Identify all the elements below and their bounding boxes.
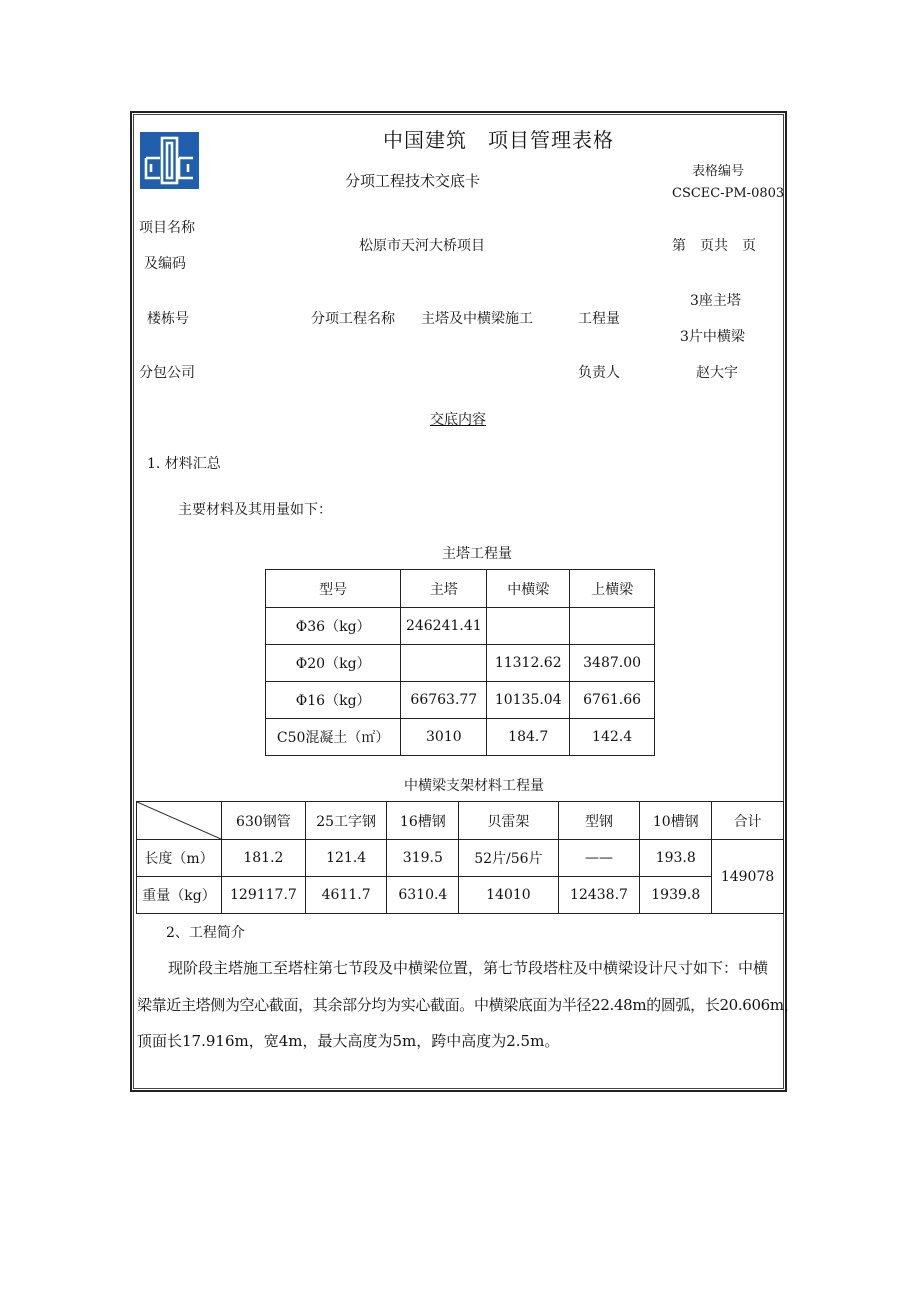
table1-cell: Φ16（kg）: [266, 682, 401, 719]
table1-cell: 3487.00: [570, 645, 655, 682]
table2-cell: 181.2: [222, 840, 306, 877]
table1-cell: 10135.04: [487, 682, 570, 719]
table1-cell: C50混凝土（㎡）: [266, 719, 401, 756]
table1-header-row: [266, 570, 655, 608]
table1-cell: 66763.77: [401, 682, 487, 719]
table2-header-cell: 贝雷架: [459, 802, 558, 840]
form-subtitle: 分项工程技术交底卡: [345, 172, 481, 190]
table2-cell: 4611.7: [305, 877, 387, 914]
table1-cell: Φ20（kg）: [266, 645, 401, 682]
section2-title: 2、工程简介: [166, 925, 245, 941]
table1-cell: 3010: [401, 719, 487, 756]
table-row: [137, 840, 784, 877]
table-row: [266, 682, 655, 719]
responsible-label: 负责人: [578, 365, 620, 381]
form-number: CSCEC-PM-0803: [672, 186, 785, 201]
table2-cell: 319.5: [387, 840, 459, 877]
page-count: 第 页共 页: [672, 238, 756, 254]
project-name-label-line1: 项目名称: [139, 220, 195, 236]
table1-header-cell: 中横梁: [487, 570, 570, 608]
table2-cell: 6310.4: [387, 877, 459, 914]
table-row: [137, 877, 784, 914]
table2-cell: 1939.8: [640, 877, 712, 914]
section1-intro: 主要材料及其用量如下：: [178, 502, 332, 518]
project-name: 松原市天河大桥项目: [359, 238, 485, 254]
table1-caption: 主塔工程量: [442, 546, 512, 562]
table1-cell: Φ36（kg）: [266, 608, 401, 645]
table1-cell: 11312.62: [487, 645, 570, 682]
subcontractor-label: 分包公司: [139, 365, 195, 381]
form-number-label: 表格编号: [692, 164, 745, 179]
table2-header-cell: 16槽钢: [387, 802, 459, 840]
table-row: [266, 719, 655, 756]
table2-header-cell: 型钢: [558, 802, 640, 840]
table1-cell: [570, 608, 655, 645]
table1-header-cell: 型号: [266, 570, 401, 608]
content-heading: 交底内容: [430, 412, 486, 428]
table-row: [266, 645, 655, 682]
table2-diagonal-header-cell: [137, 802, 222, 840]
table2-header-cell: 630钢管: [222, 802, 306, 840]
support-material-table: [136, 801, 784, 914]
table2-cell: 52片/56片: [459, 840, 558, 877]
table1-cell: 6761.66: [570, 682, 655, 719]
table2-total-cell: 149078: [712, 840, 784, 914]
quantity-beams: 3片中横梁: [680, 329, 745, 345]
responsible-name: 赵大宇: [696, 365, 738, 381]
table1-header-cell: 主塔: [401, 570, 487, 608]
subitem-name: 主塔及中横梁施工: [421, 311, 533, 327]
table1-header-cell: 上横梁: [570, 570, 655, 608]
section2-paragraph-line1: 现阶段主塔施工至塔柱第七节段及中横梁位置，第七节段塔柱及中横梁设计尺寸如下：中横: [168, 959, 769, 977]
table2-header-cell: 10槽钢: [640, 802, 712, 840]
table1-cell: 142.4: [570, 719, 655, 756]
section1-title: 1. 材料汇总: [147, 456, 221, 472]
table2-header-row: [137, 802, 784, 840]
table1-cell: 246241.41: [401, 608, 487, 645]
cscec-logo: [140, 132, 199, 189]
building-label: 楼栋号: [147, 311, 189, 327]
main-tower-quantity-table: [265, 569, 655, 756]
table1-cell: 184.7: [487, 719, 570, 756]
table2-cell: 121.4: [305, 840, 387, 877]
table2-cell: 193.8: [640, 840, 712, 877]
table-row: [266, 608, 655, 645]
table2-cell: 重量（kg）: [137, 877, 222, 914]
table2-header-cell: 25工字钢: [305, 802, 387, 840]
section2-paragraph-line3: 顶面长17.916m，宽4m，最大高度为5m，跨中高度为2.5m。: [137, 1032, 560, 1050]
quantity-towers: 3座主塔: [690, 293, 741, 309]
table2-cell: 129117.7: [222, 877, 306, 914]
section2-paragraph-line2: 梁靠近主塔侧为空心截面，其余部分均为实心截面。中横梁底面为半径22.48m的圆弧，长20.606m，: [137, 996, 799, 1014]
table2-caption: 中横梁支架材料工程量: [404, 778, 544, 794]
quantity-label: 工程量: [578, 311, 620, 327]
project-name-label-line2: 及编码: [144, 256, 186, 272]
table2-cell: ——: [558, 840, 640, 877]
table2-cell: 12438.7: [558, 877, 640, 914]
table1-cell: [487, 608, 570, 645]
table2-cell: 14010: [459, 877, 558, 914]
diagonal-line: [137, 802, 221, 839]
table1-cell: [401, 645, 487, 682]
table2-cell: 长度（m）: [137, 840, 222, 877]
table2-header-cell: 合计: [712, 802, 784, 840]
form-title: 中国建筑 项目管理表格: [383, 128, 614, 152]
subitem-label: 分项工程名称: [311, 311, 395, 327]
